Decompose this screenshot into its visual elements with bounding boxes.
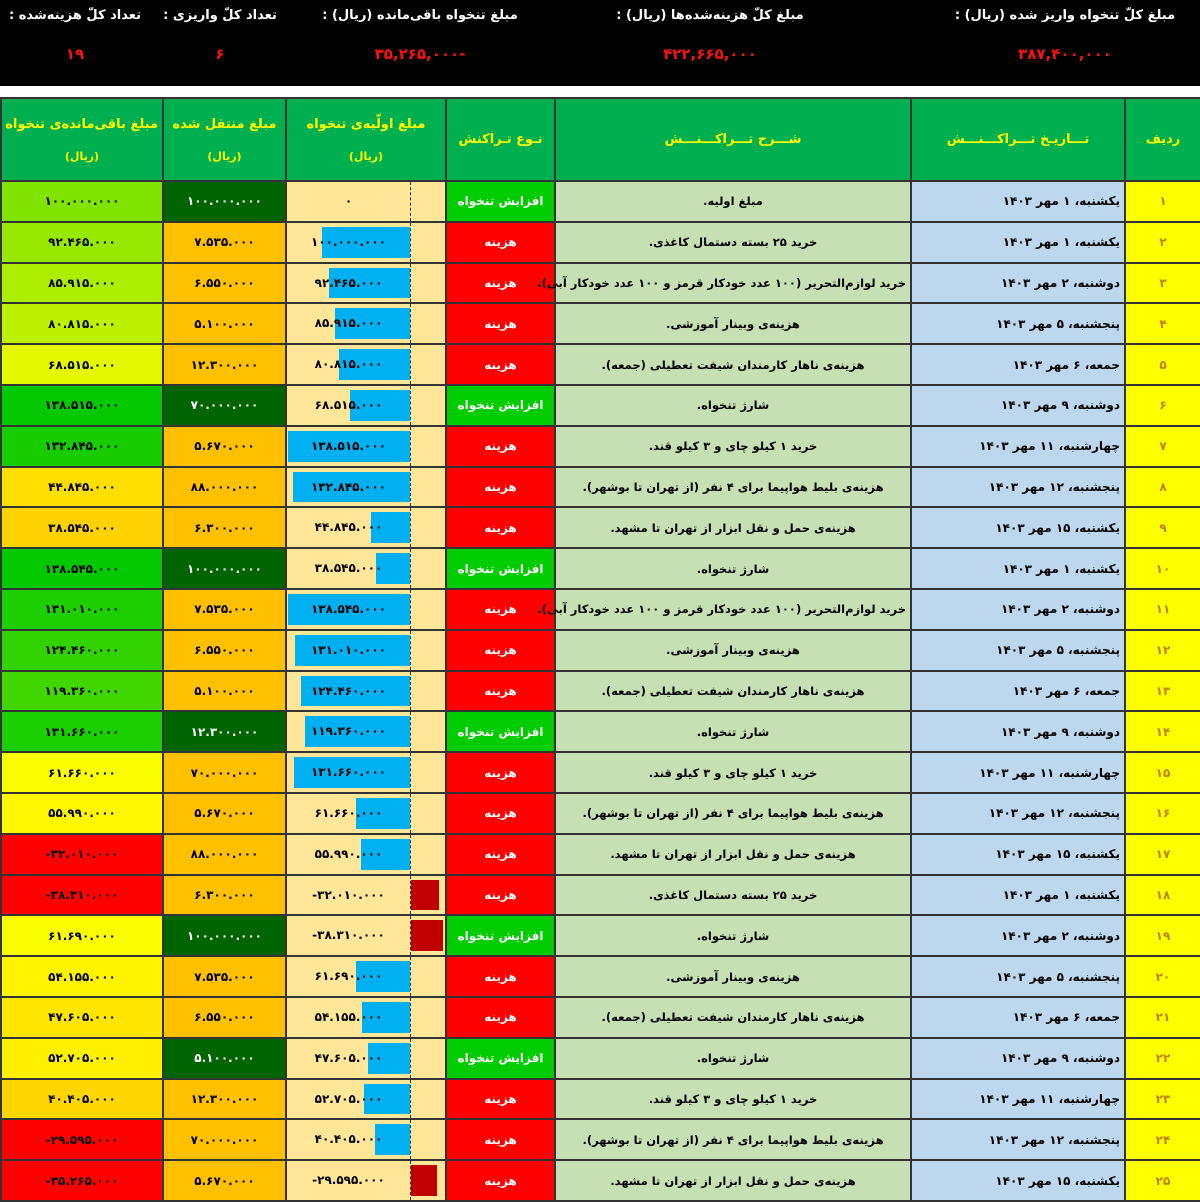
row-number[interactable]: ۷ [1125, 426, 1200, 467]
row-number[interactable]: ۸ [1125, 467, 1200, 508]
table-row [1, 222, 1200, 263]
transaction-date[interactable]: یکشنبه، ۱۵ مهر ۱۴۰۳ [911, 1160, 1125, 1201]
data-bar-axis [410, 1080, 411, 1119]
row-number[interactable]: ۱۷ [1125, 834, 1200, 875]
summary-deposit-count: تعداد کلّ واریزی : ۶ [163, 8, 277, 63]
transaction-type[interactable]: افزایش تنخواه [446, 548, 555, 589]
table-row [1, 915, 1200, 956]
header-row-number[interactable]: ردیف [1125, 98, 1200, 181]
transaction-type[interactable]: افزایش تنخواه [446, 915, 555, 956]
transfer-amount[interactable]: ۷.۵۳۵.۰۰۰ [163, 589, 286, 630]
remaining-amount[interactable]: ۵۲.۷۰۵.۰۰۰ [1, 1038, 163, 1079]
data-bar-axis [410, 835, 411, 874]
initial-amount-cell[interactable] [286, 426, 446, 467]
initial-amount: ۱۱۹.۳۶۰.۰۰۰ [310, 724, 387, 739]
transaction-description[interactable]: هزینه‌ی ناهار کارمندان شیفت تعطیلی (جمعه). [555, 671, 911, 712]
remaining-amount[interactable]: ۱۰۰.۰۰۰.۰۰۰ [1, 181, 163, 222]
transaction-date[interactable]: دوشنبه، ۹ مهر ۱۴۰۳ [911, 1038, 1125, 1079]
initial-amount-cell[interactable] [286, 303, 446, 344]
transaction-date[interactable]: دوشنبه، ۲ مهر ۱۴۰۳ [911, 915, 1125, 956]
row-number[interactable]: ۱۲ [1125, 630, 1200, 671]
transaction-type[interactable]: هزینه [446, 671, 555, 712]
table-row [1, 997, 1200, 1038]
initial-amount-cell[interactable] [286, 1160, 446, 1201]
summary-total-spent: مبلغ کلّ هزینه‌شده‌ها (ریال) : ۴۲۲,۶۶۵,۰۰۰ [616, 8, 804, 63]
transaction-date[interactable]: یکشنبه، ۱ مهر ۱۴۰۳ [911, 875, 1125, 916]
transfer-amount[interactable]: ۱۰۰.۰۰۰.۰۰۰ [163, 548, 286, 589]
data-bar [411, 880, 439, 911]
transfer-amount[interactable]: ۶.۳۰۰.۰۰۰ [163, 875, 286, 916]
transfer-amount[interactable]: ۷.۵۳۵.۰۰۰ [163, 956, 286, 997]
table-row [1, 834, 1200, 875]
transaction-date[interactable]: چهارشنبه، ۱۱ مهر ۱۴۰۳ [911, 752, 1125, 793]
initial-amount-cell[interactable] [286, 222, 446, 263]
transaction-description[interactable]: مبلغ اولیه. [555, 181, 911, 222]
remaining-amount[interactable]: ۱۳۱.۶۶۰.۰۰۰ [1, 711, 163, 752]
remaining-amount[interactable]: ۶۱.۶۹۰.۰۰۰ [1, 915, 163, 956]
transaction-date[interactable]: یکشنبه، ۱۵ مهر ۱۴۰۳ [911, 834, 1125, 875]
remaining-amount[interactable]: ۱۳۸.۵۴۵.۰۰۰ [1, 548, 163, 589]
header-initial[interactable]: مبلغ اولّیه‌ی تنخواه (ریال) [286, 98, 446, 181]
table-row [1, 875, 1200, 916]
remaining-amount[interactable]: ۱۳۱.۰۱۰.۰۰۰ [1, 589, 163, 630]
transaction-description[interactable]: خرید ۱ کیلو چای و ۳ کیلو قند. [555, 1079, 911, 1120]
row-number[interactable]: ۱۶ [1125, 793, 1200, 834]
data-bar-axis [410, 957, 411, 996]
transaction-description[interactable]: هزینه‌ی ناهار کارمندان شیفت تعطیلی (جمعه). [555, 344, 911, 385]
remaining-amount[interactable]: ۱۳۲.۸۴۵.۰۰۰ [1, 426, 163, 467]
remaining-amount[interactable]: ۱۳۸.۵۱۵.۰۰۰ [1, 385, 163, 426]
row-number[interactable]: ۱۸ [1125, 875, 1200, 916]
transaction-description[interactable]: هزینه‌ی حمل و نقل ابزار از تهران تا مشهد. [555, 1160, 911, 1201]
header-type[interactable]: نـوع تـراکنش [446, 98, 555, 181]
initial-amount-cell[interactable] [286, 997, 446, 1038]
remaining-amount[interactable]: ۴۰.۴۰۵.۰۰۰ [1, 1079, 163, 1120]
table-row [1, 303, 1200, 344]
data-bar-axis [410, 590, 411, 629]
table-row [1, 630, 1200, 671]
remaining-amount[interactable]: -۲۹.۵۹۵.۰۰۰ [1, 1119, 163, 1160]
initial-amount-cell[interactable] [286, 875, 446, 916]
initial-amount: ۱۰۰.۰۰۰.۰۰۰ [310, 234, 387, 249]
transaction-date[interactable]: چهارشنبه، ۱۱ مهر ۱۴۰۳ [911, 1079, 1125, 1120]
table-row [1, 426, 1200, 467]
transaction-date[interactable]: چهارشنبه، ۱۱ مهر ۱۴۰۳ [911, 426, 1125, 467]
transaction-type[interactable]: هزینه [446, 263, 555, 304]
transfer-amount[interactable]: ۸۸.۰۰۰.۰۰۰ [163, 834, 286, 875]
row-number[interactable]: ۱۳ [1125, 671, 1200, 712]
table-row [1, 385, 1200, 426]
remaining-amount[interactable]: -۳۵.۲۶۵.۰۰۰ [1, 1160, 163, 1201]
data-bar-axis [410, 468, 411, 507]
header-description[interactable]: شـــرح تـــراکـــنـــش [555, 98, 911, 181]
summary-expense-count: تعداد کلّ هزینه‌شده : ۱۹ [9, 8, 141, 63]
initial-amount: ۱۳۱.۶۶۰.۰۰۰ [310, 765, 387, 780]
transaction-description[interactable]: شارژ تنخواه. [555, 915, 911, 956]
transaction-description[interactable]: خرید ۱ کیلو چای و ۳ کیلو قند. [555, 426, 911, 467]
row-number[interactable]: ۶ [1125, 385, 1200, 426]
transaction-type[interactable]: هزینه [446, 997, 555, 1038]
transaction-description[interactable]: هزینه‌ی وبینار آموزشی. [555, 303, 911, 344]
row-number[interactable]: ۳ [1125, 263, 1200, 304]
transaction-description[interactable]: هزینه‌ی وبینار آموزشی. [555, 630, 911, 671]
row-number[interactable]: ۲۴ [1125, 1119, 1200, 1160]
initial-amount: ۱۳۱.۰۱۰.۰۰۰ [310, 642, 387, 657]
row-number[interactable]: ۱۱ [1125, 589, 1200, 630]
row-number[interactable]: ۲۵ [1125, 1160, 1200, 1201]
transaction-description[interactable]: خرید لوازم‌التحریر (۱۰۰ عدد خودکار قرمز و ۱۰۰ عدد خودکار آبی). [555, 263, 911, 304]
table-row [1, 344, 1200, 385]
transaction-date[interactable]: پنجشنبه، ۱۲ مهر ۱۴۰۳ [911, 467, 1125, 508]
remaining-amount[interactable]: ۳۸.۵۴۵.۰۰۰ [1, 507, 163, 548]
transaction-date[interactable]: یکشنبه، ۱ مهر ۱۴۰۳ [911, 222, 1125, 263]
transfer-amount[interactable]: ۵.۶۷۰.۰۰۰ [163, 793, 286, 834]
data-bar-axis [410, 998, 411, 1037]
data-bar-axis [410, 264, 411, 303]
remaining-amount[interactable]: ۵۴.۱۵۵.۰۰۰ [1, 956, 163, 997]
transfer-amount[interactable]: ۵.۶۷۰.۰۰۰ [163, 1160, 286, 1201]
header-transfer[interactable]: مبلغ منتقل شده (ریال) [163, 98, 286, 181]
transaction-date[interactable]: پنجشنبه، ۵ مهر ۱۴۰۳ [911, 303, 1125, 344]
remaining-amount[interactable]: ۱۲۴.۴۶۰.۰۰۰ [1, 630, 163, 671]
initial-amount: ۴۴.۸۴۵.۰۰۰ [314, 520, 383, 535]
initial-amount: ۵۲.۷۰۵.۰۰۰ [314, 1091, 383, 1106]
initial-amount: -۲۹.۵۹۵.۰۰۰ [312, 1173, 385, 1188]
transfer-amount[interactable]: ۱۰۰.۰۰۰.۰۰۰ [163, 181, 286, 222]
initial-amount-cell[interactable] [286, 1119, 446, 1160]
header-date[interactable]: تـــاریـخ تـــراکـــنـــش [911, 98, 1125, 181]
transaction-date[interactable]: دوشنبه، ۹ مهر ۱۴۰۳ [911, 385, 1125, 426]
data-bar-axis [410, 508, 411, 547]
remaining-amount[interactable]: -۳۸.۳۱۰.۰۰۰ [1, 875, 163, 916]
data-bar-axis [410, 631, 411, 670]
summary-total-deposited: مبلغ کلّ تنخواه واریز شده (ریال) : ۳۸۷,۴۰۰,۰۰۰ [954, 8, 1176, 63]
data-bar-axis [410, 753, 411, 792]
data-bar [411, 920, 443, 951]
transaction-date[interactable]: دوشنبه، ۹ مهر ۱۴۰۳ [911, 711, 1125, 752]
row-number[interactable]: ۱ [1125, 181, 1200, 222]
table-row [1, 1160, 1200, 1201]
transaction-description[interactable]: شارژ تنخواه. [555, 711, 911, 752]
transaction-type[interactable]: هزینه [446, 426, 555, 467]
initial-amount-cell[interactable] [286, 1038, 446, 1079]
transfer-amount[interactable]: ۶.۵۵۰.۰۰۰ [163, 630, 286, 671]
summary-remaining: مبلغ تنخواه باقی‌مانده (ریال) : -۳۵,۲۶۵,۰۰۰ [322, 8, 518, 63]
transfer-amount[interactable]: ۱۰۰.۰۰۰.۰۰۰ [163, 915, 286, 956]
data-bar-axis [410, 345, 411, 384]
transaction-type[interactable]: هزینه [446, 303, 555, 344]
initial-amount-cell[interactable] [286, 752, 446, 793]
transaction-type[interactable]: افزایش تنخواه [446, 181, 555, 222]
transaction-type[interactable]: هزینه [446, 630, 555, 671]
row-number[interactable]: ۱۴ [1125, 711, 1200, 752]
initial-amount-cell[interactable] [286, 263, 446, 304]
data-bar-axis [410, 712, 411, 751]
transaction-date[interactable]: پنجشنبه، ۵ مهر ۱۴۰۳ [911, 630, 1125, 671]
row-number[interactable]: ۲۱ [1125, 997, 1200, 1038]
row-number[interactable]: ۵ [1125, 344, 1200, 385]
remaining-amount[interactable]: ۸۵.۹۱۵.۰۰۰ [1, 263, 163, 304]
transactions-table [0, 97, 1200, 1202]
data-bar-axis [410, 386, 411, 425]
table-row [1, 1079, 1200, 1120]
transaction-type[interactable]: هزینه [446, 875, 555, 916]
transaction-type[interactable]: هزینه [446, 344, 555, 385]
remaining-amount[interactable]: ۴۴.۸۴۵.۰۰۰ [1, 467, 163, 508]
remaining-amount[interactable]: ۶۱.۶۶۰.۰۰۰ [1, 752, 163, 793]
initial-amount-cell[interactable] [286, 548, 446, 589]
row-number[interactable]: ۱۹ [1125, 915, 1200, 956]
initial-amount: ۵۵.۹۹۰.۰۰۰ [314, 846, 383, 861]
table-row [1, 181, 1200, 222]
summary-bar [0, 0, 1200, 86]
transaction-description[interactable]: هزینه‌ی بلیط هواپیما برای ۴ نفر (از تهران تا بوشهر). [555, 1119, 911, 1160]
row-number[interactable]: ۱۵ [1125, 752, 1200, 793]
transfer-amount[interactable]: ۷.۵۳۵.۰۰۰ [163, 222, 286, 263]
table-row [1, 711, 1200, 752]
initial-amount-cell[interactable] [286, 793, 446, 834]
transfer-amount[interactable]: ۵.۱۰۰.۰۰۰ [163, 1038, 286, 1079]
table-row [1, 589, 1200, 630]
initial-amount-cell[interactable] [286, 956, 446, 997]
row-number[interactable]: ۱۰ [1125, 548, 1200, 589]
table-row [1, 467, 1200, 508]
transaction-description[interactable]: شارژ تنخواه. [555, 385, 911, 426]
transaction-description[interactable]: خرید ۲۵ بسته دستمال کاغذی. [555, 875, 911, 916]
transfer-amount[interactable]: ۶.۵۵۰.۰۰۰ [163, 263, 286, 304]
initial-amount-cell[interactable] [286, 630, 446, 671]
row-number[interactable]: ۴ [1125, 303, 1200, 344]
header-row [1, 98, 1200, 181]
data-bar-axis [410, 304, 411, 343]
table-row [1, 263, 1200, 304]
transaction-date[interactable]: یکشنبه، ۱ مهر ۱۴۰۳ [911, 181, 1125, 222]
initial-amount-cell[interactable] [286, 834, 446, 875]
initial-amount: ۰ [344, 194, 353, 208]
transaction-description[interactable]: هزینه‌ی بلیط هواپیما برای ۴ نفر (از تهران تا بوشهر). [555, 793, 911, 834]
initial-amount-cell[interactable] [286, 181, 446, 222]
transfer-amount[interactable]: ۶.۵۵۰.۰۰۰ [163, 997, 286, 1038]
row-number[interactable]: ۲۳ [1125, 1079, 1200, 1120]
transaction-date[interactable]: پنجشنبه، ۱۲ مهر ۱۴۰۳ [911, 793, 1125, 834]
remaining-amount[interactable]: ۱۱۹.۳۶۰.۰۰۰ [1, 671, 163, 712]
data-bar-axis [410, 182, 411, 221]
transfer-amount[interactable]: ۶.۳۰۰.۰۰۰ [163, 507, 286, 548]
table-row [1, 1119, 1200, 1160]
initial-amount-cell[interactable] [286, 385, 446, 426]
transaction-type[interactable]: هزینه [446, 507, 555, 548]
remaining-amount[interactable]: ۵۵.۹۹۰.۰۰۰ [1, 793, 163, 834]
initial-amount: -۳۲.۰۱۰.۰۰۰ [312, 887, 385, 902]
transfer-amount[interactable]: ۷۰.۰۰۰.۰۰۰ [163, 385, 286, 426]
transaction-description[interactable]: هزینه‌ی وبینار آموزشی. [555, 956, 911, 997]
initial-amount: ۵۴.۱۵۵.۰۰۰ [314, 1009, 383, 1024]
data-bar-axis [410, 1120, 411, 1159]
transaction-type[interactable]: هزینه [446, 1160, 555, 1201]
transaction-type[interactable]: افزایش تنخواه [446, 385, 555, 426]
transfer-amount[interactable]: ۱۲.۳۰۰.۰۰۰ [163, 344, 286, 385]
table-row [1, 671, 1200, 712]
transfer-amount[interactable]: ۱۲.۳۰۰.۰۰۰ [163, 1079, 286, 1120]
initial-amount: ۱۳۸.۵۴۵.۰۰۰ [310, 601, 387, 616]
initial-amount: ۱۲۴.۴۶۰.۰۰۰ [310, 683, 387, 698]
transaction-type[interactable]: هزینه [446, 589, 555, 630]
data-bar-axis [410, 794, 411, 833]
initial-amount: ۹۲.۴۶۵.۰۰۰ [314, 275, 383, 290]
transaction-description[interactable]: هزینه‌ی ناهار کارمندان شیفت تعطیلی (جمعه). [555, 997, 911, 1038]
transaction-type[interactable]: هزینه [446, 222, 555, 263]
table-row [1, 507, 1200, 548]
initial-amount: ۶۸.۵۱۵.۰۰۰ [314, 397, 383, 412]
initial-amount-cell[interactable] [286, 671, 446, 712]
data-bar-axis [410, 223, 411, 262]
transaction-date[interactable]: جمعه، ۶ مهر ۱۴۰۳ [911, 997, 1125, 1038]
transfer-amount[interactable]: ۵.۱۰۰.۰۰۰ [163, 671, 286, 712]
initial-amount: ۴۷.۶۰۵.۰۰۰ [314, 1050, 383, 1065]
transaction-description[interactable]: هزینه‌ی حمل و نقل ابزار از تهران تا مشهد. [555, 834, 911, 875]
transfer-amount[interactable]: ۵.۱۰۰.۰۰۰ [163, 303, 286, 344]
transaction-description[interactable]: شارژ تنخواه. [555, 548, 911, 589]
remaining-amount[interactable]: -۳۲.۰۱۰.۰۰۰ [1, 834, 163, 875]
initial-amount: -۳۸.۳۱۰.۰۰۰ [312, 928, 385, 943]
transaction-type[interactable]: هزینه [446, 1119, 555, 1160]
initial-amount: ۱۳۲.۸۴۵.۰۰۰ [310, 479, 387, 494]
row-number[interactable]: ۲۰ [1125, 956, 1200, 997]
transfer-amount[interactable]: ۸۸.۰۰۰.۰۰۰ [163, 467, 286, 508]
transaction-type[interactable]: هزینه [446, 1079, 555, 1120]
transaction-description[interactable]: خرید لوازم‌التحریر (۱۰۰ عدد خودکار قرمز و ۱۰۰ عدد خودکار آبی). [555, 589, 911, 630]
transfer-amount[interactable]: ۵.۶۷۰.۰۰۰ [163, 426, 286, 467]
data-bar-axis [410, 549, 411, 588]
transaction-description[interactable]: شارژ تنخواه. [555, 1038, 911, 1079]
transfer-amount[interactable]: ۷۰.۰۰۰.۰۰۰ [163, 752, 286, 793]
table-row [1, 1038, 1200, 1079]
transaction-description[interactable]: خرید ۱ کیلو چای و ۳ کیلو قند. [555, 752, 911, 793]
transaction-type[interactable]: هزینه [446, 467, 555, 508]
transaction-date[interactable]: پنجشنبه، ۱۲ مهر ۱۴۰۳ [911, 1119, 1125, 1160]
initial-amount: ۴۰.۴۰۵.۰۰۰ [314, 1132, 383, 1147]
data-bar [411, 1165, 437, 1196]
initial-amount: ۸۵.۹۱۵.۰۰۰ [314, 316, 383, 331]
row-number[interactable]: ۲۲ [1125, 1038, 1200, 1079]
transaction-date[interactable]: جمعه، ۶ مهر ۱۴۰۳ [911, 344, 1125, 385]
initial-amount-cell[interactable] [286, 1079, 446, 1120]
row-number[interactable]: ۲ [1125, 222, 1200, 263]
initial-amount-cell[interactable] [286, 711, 446, 752]
transfer-amount[interactable]: ۷۰.۰۰۰.۰۰۰ [163, 1119, 286, 1160]
remaining-amount[interactable]: ۴۷.۶۰۵.۰۰۰ [1, 997, 163, 1038]
transaction-type[interactable]: هزینه [446, 793, 555, 834]
data-bar-axis [410, 672, 411, 711]
header-remaining[interactable]: مبلغ باقی‌مانده‌ی تنخواه (ریال) [1, 98, 163, 181]
table-row [1, 956, 1200, 997]
transaction-description[interactable]: هزینه‌ی بلیط هواپیما برای ۴ نفر (از تهران تا بوشهر). [555, 467, 911, 508]
row-number[interactable]: ۹ [1125, 507, 1200, 548]
transaction-date[interactable]: جمعه، ۶ مهر ۱۴۰۳ [911, 671, 1125, 712]
transaction-date[interactable]: دوشنبه، ۲ مهر ۱۴۰۳ [911, 589, 1125, 630]
transaction-description[interactable]: خرید ۲۵ بسته دستمال کاغذی. [555, 222, 911, 263]
table-row [1, 548, 1200, 589]
transaction-date[interactable]: پنجشنبه، ۵ مهر ۱۴۰۳ [911, 956, 1125, 997]
data-bar-axis [410, 427, 411, 466]
table-row [1, 793, 1200, 834]
initial-amount-cell[interactable] [286, 467, 446, 508]
initial-amount-cell[interactable] [286, 589, 446, 630]
transaction-date[interactable]: یکشنبه، ۱۵ مهر ۱۴۰۳ [911, 507, 1125, 548]
initial-amount: ۶۱.۶۶۰.۰۰۰ [314, 805, 383, 820]
table-row [1, 752, 1200, 793]
transaction-date[interactable]: یکشنبه، ۱ مهر ۱۴۰۳ [911, 548, 1125, 589]
initial-amount-cell[interactable] [286, 915, 446, 956]
initial-amount: ۳۸.۵۴۵.۰۰۰ [314, 561, 383, 576]
initial-amount: ۸۰.۸۱۵.۰۰۰ [314, 357, 383, 372]
transaction-type[interactable]: هزینه [446, 752, 555, 793]
initial-amount: ۱۳۸.۵۱۵.۰۰۰ [310, 438, 387, 453]
initial-amount-cell[interactable] [286, 507, 446, 548]
data-bar-axis [410, 1039, 411, 1078]
transfer-amount[interactable]: ۱۲.۳۰۰.۰۰۰ [163, 711, 286, 752]
initial-amount: ۶۱.۶۹۰.۰۰۰ [314, 969, 383, 984]
initial-amount-cell[interactable] [286, 344, 446, 385]
remaining-amount[interactable]: ۹۲.۴۶۵.۰۰۰ [1, 222, 163, 263]
transaction-type[interactable]: افزایش تنخواه [446, 1038, 555, 1079]
transaction-date[interactable]: دوشنبه، ۲ مهر ۱۴۰۳ [911, 263, 1125, 304]
remaining-amount[interactable]: ۸۰.۸۱۵.۰۰۰ [1, 303, 163, 344]
transaction-type[interactable]: هزینه [446, 834, 555, 875]
transaction-type[interactable]: هزینه [446, 956, 555, 997]
transaction-description[interactable]: هزینه‌ی حمل و نقل ابزار از تهران تا مشهد. [555, 507, 911, 548]
remaining-amount[interactable]: ۶۸.۵۱۵.۰۰۰ [1, 344, 163, 385]
transaction-type[interactable]: افزایش تنخواه [446, 711, 555, 752]
